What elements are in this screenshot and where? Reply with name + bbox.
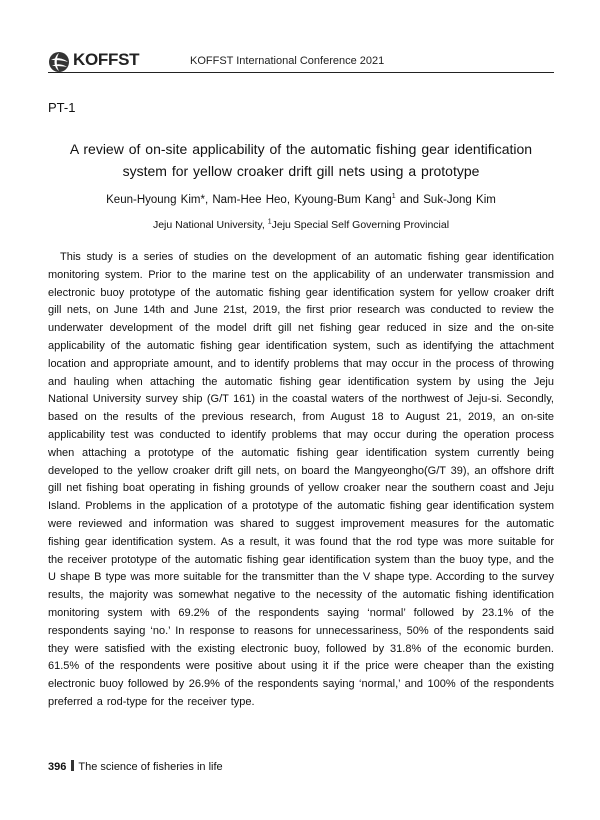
conference-header xyxy=(48,48,554,73)
koffst-logo-icon xyxy=(48,51,70,73)
affiliation-2: Jeju Special Self Governing Provincial xyxy=(271,219,450,231)
author-list xyxy=(48,194,554,206)
book-title: The science of fisheries in life xyxy=(78,761,223,773)
authors-last: and Suk-Jong Kim xyxy=(395,194,496,206)
footer-divider xyxy=(71,760,74,771)
abstract-text: This study is a series of studies on the development of an automatic fishing gear identification monitoring system. Prior to the marine test on the applicability of an underwater transmission and electronic buoy prototype of the automatic fishing gear identification system for yellow croaker drift gill nets, on June 14th and June 21st, 2019, the first prior research was conducted to review the underwater development of the model drift gill net fishing gear reduced in size and the on-site applicability of the automatic fishing gear identification system, such as identifying the attachment location and appropriate amount, and to identify problems that may occur in the process of throwing and hauling when attaching the automatic fishing gear identification system by using the Jeju National University survey ship (G/T 161) in the coastal waters of the northwest of Jeju-si. Secondly, based on the results of the previous research, from August 18 to August 21, 2019, an on-site applicability test was conducted to identify problems that may occur during the operation process when attaching a prototype of the automatic fishing gear identification system currently being developed to the yellow croaker drift gill nets, on board the Mangyeongho(G/T 39), an offshore drift gill net fishing boat operating in fishing grounds of yellow croaker near the southern coast and Jeju Island. Problems in the application of a prototype of the automatic fishing gear identification system were reviewed and information was shared to suggest improvement measures for the automatic fishing gear identification system. As a result, it was found that the rod type was more suitable for the receiver prototype of the automatic fishing gear identification system than the buoy type, and the U shape B type was more suitable for the transmitter than the V shape type. According to the survey results, the majority was somewhat negative to the necessity of the automatic fishing identification monitoring system with 69.2% of the respondents saying ‘normal’ followed by 23.1% of the respondents saying ‘no.’ In response to reasons for unnecessariness, 50% of the respondents said they were satisfied with the existing electronic buoy, followed by 31.8% of the economic burden. 61.5% of the respondents were positive about using it if the price were cheaper than the existing electronic buoy followed by 26.9% of the respondents saying ‘normal,’ and 100% of the respondents preferred a rod-type for the receiver type. xyxy=(48,251,554,708)
paper-code: PT-1 xyxy=(48,100,76,115)
affiliations xyxy=(48,219,554,231)
title-line-2: system for yellow croaker drift gill nets using a prototype xyxy=(122,163,480,179)
brand-name: KOFFST xyxy=(73,50,140,69)
author-affiliation-mark: 1 xyxy=(391,193,396,201)
title-line-1: A review of on-site applicability of the automatic fishing gear identification xyxy=(69,141,533,157)
affiliation-mark: 1 xyxy=(267,218,272,226)
affiliation-1: Jeju National University, xyxy=(152,219,268,231)
conference-title: KOFFST International Conference 2021 xyxy=(190,55,385,67)
authors-main: Keun-Hyoung Kim*, Nam-Hee Heo, Kyoung-Bum Kang xyxy=(106,194,392,206)
paper-title xyxy=(48,138,554,182)
page-number: 396 xyxy=(48,761,67,773)
page-footer xyxy=(48,760,223,773)
